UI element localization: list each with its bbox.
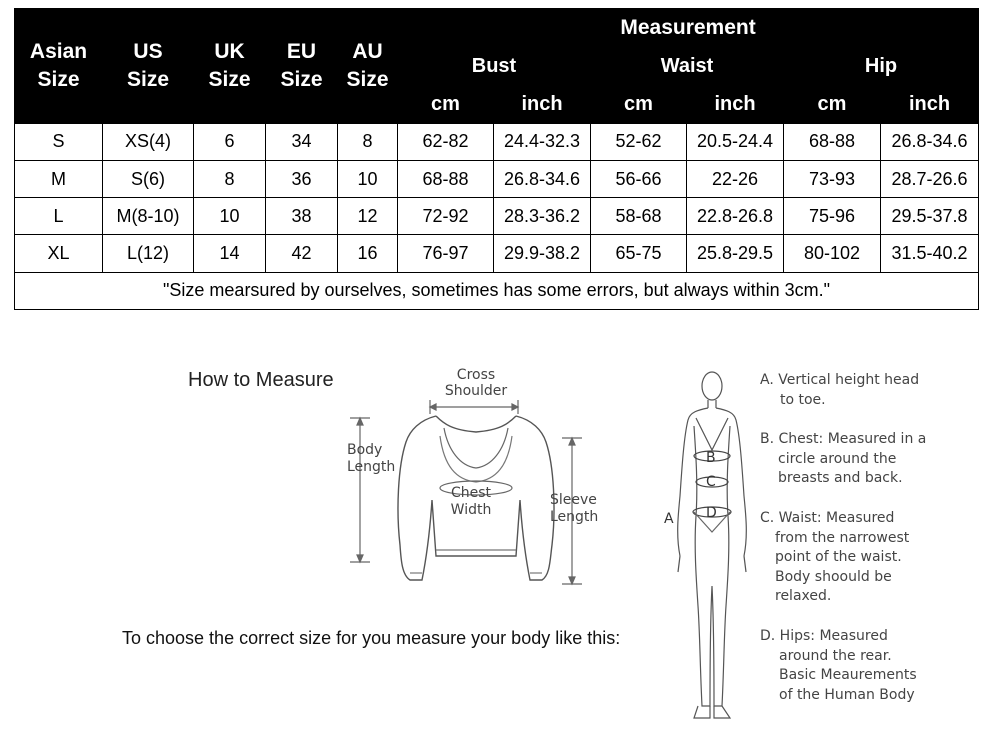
sleeve-length-label — [550, 492, 598, 526]
table-cell: 8 — [338, 123, 398, 160]
header-label-part: Size — [346, 67, 389, 91]
header-au-size — [338, 9, 398, 124]
legend-d-line1: D. Hips: Measured — [760, 628, 888, 644]
table-cell: 56-66 — [591, 160, 687, 197]
header-hip: Hip — [784, 47, 979, 85]
header-eu-label — [266, 38, 337, 94]
table-cell: 52-62 — [591, 123, 687, 160]
header-unit: inch — [881, 85, 979, 123]
header-label-part: Size — [280, 67, 323, 91]
table-cell: 22.8-26.8 — [687, 198, 784, 235]
legend-d-line3: Basic Meaurements — [779, 667, 917, 683]
header-label-part: EU — [286, 39, 317, 63]
header-unit: cm — [398, 85, 494, 123]
header-bust: Bust — [398, 47, 591, 85]
table-cell: XL — [15, 235, 103, 272]
header-label-part: Size — [208, 67, 251, 91]
table-cell: 29.5-37.8 — [881, 198, 979, 235]
table-cell: 10 — [338, 160, 398, 197]
header-label-part: Size — [126, 67, 170, 91]
legend-c-line3: point of the waist. — [775, 549, 902, 565]
table-cell: L — [15, 198, 103, 235]
table-cell: 20.5-24.4 — [687, 123, 784, 160]
body-length-label — [347, 442, 395, 476]
table-cell: 38 — [266, 198, 338, 235]
table-row — [15, 235, 979, 272]
legend-a-line2: to toe. — [780, 391, 826, 408]
table-cell: 10 — [194, 198, 266, 235]
legend-c — [760, 509, 909, 607]
body-length-line2: Length — [347, 459, 396, 475]
legend-b-line3: breasts and back. — [778, 470, 903, 486]
choose-size-text: To choose the correct size for you measure your body like this: — [122, 628, 621, 648]
header-label-part: AU — [352, 39, 383, 63]
table-row — [15, 160, 979, 197]
table-cell: 24.4-32.3 — [494, 123, 591, 160]
figure-letter-a: A — [664, 511, 674, 527]
legend-d — [760, 627, 917, 705]
table-cell: 34 — [266, 123, 338, 160]
legend-c-line4: Body shoould be — [775, 568, 892, 585]
sleeve-length-line1: Sleeve — [550, 492, 597, 508]
table-cell: 16 — [338, 235, 398, 272]
legend-b — [760, 430, 926, 489]
how-to-measure-title: How to Measure — [188, 369, 334, 391]
size-chart-table — [14, 8, 979, 310]
table-row — [15, 123, 979, 160]
table-cell: 28.3-36.2 — [494, 198, 591, 235]
table-cell: 12 — [338, 198, 398, 235]
table-cell: 8 — [194, 160, 266, 197]
size-rows — [15, 123, 979, 272]
legend-b-line1: B. Chest: Measured in a — [760, 431, 927, 447]
header-asian-label — [15, 38, 102, 94]
table-cell: 68-88 — [398, 160, 494, 197]
table-cell: 31.5-40.2 — [881, 235, 979, 272]
table-cell: 14 — [194, 235, 266, 272]
legend-a — [760, 371, 919, 410]
table-cell: 26.8-34.6 — [494, 160, 591, 197]
figure-letter-b: B — [706, 450, 716, 466]
chest-width-line1: Chest — [450, 485, 492, 501]
table-cell: 72-92 — [398, 198, 494, 235]
header-us-label — [103, 38, 193, 94]
legend-c-line2: from the narrowest — [775, 529, 910, 546]
header-eu-size — [266, 9, 338, 124]
table-cell: S(6) — [103, 160, 194, 197]
table-cell: 65-75 — [591, 235, 687, 272]
table-cell: M(8-10) — [103, 198, 194, 235]
table-cell: S — [15, 123, 103, 160]
table-cell: 58-68 — [591, 198, 687, 235]
chest-width-label — [446, 485, 496, 519]
header-label-part: UK — [214, 39, 245, 63]
header-unit: inch — [494, 85, 591, 123]
header-label-part: Asian — [29, 39, 88, 63]
legend-d-line2: around the rear. — [779, 647, 892, 664]
header-label-part: Size — [37, 67, 80, 91]
chest-width-line2: Width — [450, 502, 492, 518]
figure-letter-d: D — [706, 505, 717, 521]
table-row — [15, 198, 979, 235]
table-cell: 76-97 — [398, 235, 494, 272]
table-cell: 62-82 — [398, 123, 494, 160]
header-au-label — [338, 38, 397, 94]
table-cell: 36 — [266, 160, 338, 197]
table-cell: 25.8-29.5 — [687, 235, 784, 272]
table-cell: 75-96 — [784, 198, 881, 235]
header-uk-label — [194, 38, 265, 94]
cross-shoulder-label — [441, 367, 511, 400]
table-cell: 80-102 — [784, 235, 881, 272]
figure-letter-c: C — [706, 474, 716, 490]
table-cell: 73-93 — [784, 160, 881, 197]
header-unit: inch — [687, 85, 784, 123]
header-waist: Waist — [591, 47, 784, 85]
legend-c-line5: relaxed. — [775, 588, 832, 604]
table-note: "Size mearsured by ourselves, sometimes has some errors, but always within 3cm." — [15, 272, 979, 309]
header-asian-size — [15, 9, 103, 124]
body-length-line1: Body — [347, 442, 383, 458]
legend-d-line4: of the Human Body — [779, 686, 915, 703]
legend-a-line1: A. Vertical height head — [760, 372, 920, 388]
table-cell: M — [15, 160, 103, 197]
table-cell: 22-26 — [687, 160, 784, 197]
legend-c-line1: C. Waist: Measured — [760, 510, 895, 526]
table-cell: 42 — [266, 235, 338, 272]
table-cell: 29.9-38.2 — [494, 235, 591, 272]
table-cell: 26.8-34.6 — [881, 123, 979, 160]
header-label-part: US — [133, 39, 163, 63]
table-cell: XS(4) — [103, 123, 194, 160]
body-figure-diagram — [666, 366, 756, 731]
cross-shoulder-line2: Shoulder — [444, 383, 508, 399]
legend-b-line2: circle around the — [778, 450, 897, 467]
header-measurement: Measurement — [398, 9, 979, 47]
table-cell: L(12) — [103, 235, 194, 272]
sleeve-length-line2: Length — [550, 509, 599, 525]
header-us-size — [103, 9, 194, 124]
table-cell: 6 — [194, 123, 266, 160]
header-uk-size — [194, 9, 266, 124]
table-cell: 28.7-26.6 — [881, 160, 979, 197]
table-cell: 68-88 — [784, 123, 881, 160]
header-unit: cm — [784, 85, 881, 123]
cross-shoulder-line1: Cross — [456, 367, 496, 383]
header-unit: cm — [591, 85, 687, 123]
